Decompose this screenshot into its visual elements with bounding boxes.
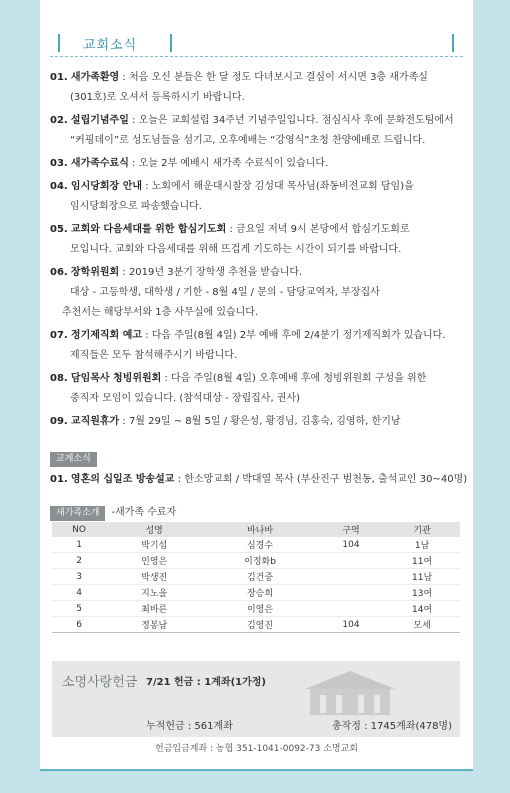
table-cell: 5 — [52, 601, 106, 617]
news-item-8 — [50, 369, 470, 409]
section-header — [58, 30, 458, 56]
item-heading: 영혼의 십일조 방송설교 — [70, 474, 175, 485]
item-text: 제직들은 모두 참석해주시기 바랍니다. — [70, 350, 238, 361]
news-item-6 — [50, 263, 470, 323]
header-bar-right — [170, 34, 172, 52]
bank-account: 헌금입금계좌 : 농협 351-1041-0092-73 소명교회 — [155, 744, 358, 754]
table-row — [52, 569, 460, 585]
exchange-news-tag: 교계소식 — [50, 452, 97, 467]
table-cell: 2 — [52, 553, 106, 569]
weekly-offering: 7/21 헌금 : 1계좌(1가정) — [146, 677, 266, 688]
table-cell: 박기섭 — [106, 537, 202, 553]
item-heading: 정기제직회 예고 — [70, 330, 143, 341]
item-number: 01. — [50, 72, 68, 83]
item-text: : 금요일 저녁 9시 본당에서 합심기도회로 — [226, 224, 410, 235]
item-text: 모입니다. 교회와 다음세대를 위해 뜨겁게 기도하는 시간이 되기를 바랍니다. — [70, 244, 402, 255]
item-number: 01. — [50, 474, 68, 485]
table-row — [52, 601, 460, 617]
item-text: : 처음 오신 분들은 한 달 정도 다녀보시고 결심이 서시면 3층 새가족실 — [119, 72, 428, 83]
offering-brand: 소명사랑헌금 — [62, 675, 138, 690]
item-number: 03. — [50, 158, 68, 169]
header-bar-left — [58, 34, 60, 52]
table-cell: 1 — [52, 537, 106, 553]
item-text: “커핑데이”로 성도님들을 섬기고, 오후예배는 “강영식”초청 찬양예배로 드립니다. — [70, 135, 426, 146]
table-row — [52, 585, 460, 601]
table-row — [52, 553, 460, 569]
bottom-rule — [40, 769, 473, 771]
newcomers-subtitle: -새가족 수료자 — [111, 507, 177, 518]
item-number: 09. — [50, 416, 68, 427]
newcomers-tag-wrap — [50, 500, 176, 521]
news-item-7 — [50, 326, 470, 366]
item-number: 06. — [50, 267, 68, 278]
news-item-1 — [50, 68, 470, 108]
header-divider — [50, 56, 463, 57]
table-cell: 이영은 — [202, 601, 318, 617]
newcomers-tag: 새가족소개 — [50, 506, 105, 521]
column-header: 바나바 — [202, 522, 318, 537]
item-heading: 설립기념주일 — [70, 115, 129, 126]
bulletin-page — [40, 0, 473, 793]
item-number: 04. — [50, 181, 68, 192]
header-bar-far — [452, 34, 454, 52]
table-cell: 이정화b — [202, 553, 318, 569]
column-header: NO — [52, 522, 106, 537]
item-text: : 2019년 3분기 장학생 추천을 받습니다. — [119, 267, 303, 278]
item-text: : 노회에서 해운대시찰장 김성대 목사님(좌동비전교회 담임)을 — [142, 181, 414, 192]
table-cell: 지노을 — [106, 585, 202, 601]
item-heading: 임시당회장 안내 — [70, 181, 143, 192]
cumulative-offering: 누적헌금 : 561계좌 — [146, 721, 233, 732]
item-text: (301호)로 오셔서 등록하시기 바랍니다. — [70, 92, 245, 103]
item-text: : 다음 주일(8월 4일) 오후예배 후에 청빙위원회 구성을 위한 — [161, 373, 427, 384]
table-cell: 4 — [52, 585, 106, 601]
table-cell: 13여 — [384, 585, 460, 601]
item-text: : 다음 주일(8월 4일) 2부 예배 후에 2/4분기 정기제직회가 있습니다. — [142, 330, 446, 341]
item-number: 08. — [50, 373, 68, 384]
table-cell: 김영진 — [202, 617, 318, 633]
item-text: : 오늘 2부 예배시 새가족 수료식이 있습니다. — [128, 158, 329, 169]
item-text: : 7월 29일 ~ 8월 5일 / 황은성, 황경님, 김홍숙, 김영하, 한기남 — [119, 416, 401, 427]
table-cell: 3 — [52, 569, 106, 585]
item-text: : 한소망교회 / 박대열 목사 (부산진구 범천동, 출석교인 30~40명) — [174, 474, 468, 485]
column-header: 구역 — [318, 522, 384, 537]
table-cell: 민영은 — [106, 553, 202, 569]
left-margin-band — [0, 0, 40, 793]
table-cell: 6 — [52, 617, 106, 633]
news-item-4 — [50, 177, 470, 217]
table-cell: 104 — [318, 617, 384, 633]
item-text: : 오늘은 교회설립 34주년 기념주일입니다. 점심식사 후에 문화전도팀에서 — [128, 115, 454, 126]
table-cell: 14여 — [384, 601, 460, 617]
section-title: 교회소식 — [83, 38, 138, 53]
table-cell: 1남 — [384, 537, 460, 553]
newcomers-table — [52, 522, 460, 633]
table-cell: 박생진 — [106, 569, 202, 585]
exchange-news-tag-wrap — [50, 446, 97, 467]
column-header: 성명 — [106, 522, 202, 537]
item-text: 중직자 모임이 있습니다. (참석대상 - 장립집사, 권사) — [70, 393, 301, 404]
table-header-row — [52, 522, 460, 537]
column-header: 기관 — [384, 522, 460, 537]
item-text: 대상 - 고등학생, 대학생 / 기한 - 8월 4일 / 문의 - 담당교역자, 부장집사 — [70, 287, 380, 298]
table-cell: 11여 — [384, 553, 460, 569]
table-cell — [318, 553, 384, 569]
church-building-icon — [290, 667, 410, 717]
table-cell: 최바른 — [106, 601, 202, 617]
news-item-5 — [50, 220, 470, 260]
table-cell — [318, 585, 384, 601]
table-cell: 장승희 — [202, 585, 318, 601]
item-text: 추천서는 해당부서와 1층 사무실에 있습니다. — [62, 307, 259, 318]
offering-panel — [52, 661, 460, 737]
table-cell — [318, 601, 384, 617]
table-cell: 모세 — [384, 617, 460, 633]
table-cell: 김건중 — [202, 569, 318, 585]
item-heading: 새가족환영 — [70, 72, 120, 83]
item-number: 05. — [50, 224, 68, 235]
table-cell — [318, 569, 384, 585]
table-cell: 정봉남 — [106, 617, 202, 633]
news-item-2 — [50, 111, 470, 151]
item-heading: 교직원휴가 — [70, 416, 120, 427]
news-item-9 — [50, 412, 470, 432]
item-heading: 새가족수료식 — [70, 158, 129, 169]
item-heading: 담임목사 청빙위원회 — [70, 373, 162, 384]
news-item-3 — [50, 154, 470, 174]
table-row — [52, 617, 460, 633]
item-number: 07. — [50, 330, 68, 341]
table-row — [52, 537, 460, 553]
table-cell: 104 — [318, 537, 384, 553]
item-text: 임시당회장으로 파송했습니다. — [70, 201, 202, 212]
exchange-news-item — [50, 470, 467, 485]
table-cell: 심경수 — [202, 537, 318, 553]
item-heading: 교회와 다음세대를 위한 합심기도회 — [70, 224, 227, 235]
total-pledge: 총작정 : 1745계좌(478명) — [331, 721, 452, 732]
table-cell: 11남 — [384, 569, 460, 585]
item-number: 02. — [50, 115, 68, 126]
bottom-band — [0, 770, 510, 793]
item-heading: 장학위원회 — [70, 267, 120, 278]
news-list — [50, 68, 470, 435]
